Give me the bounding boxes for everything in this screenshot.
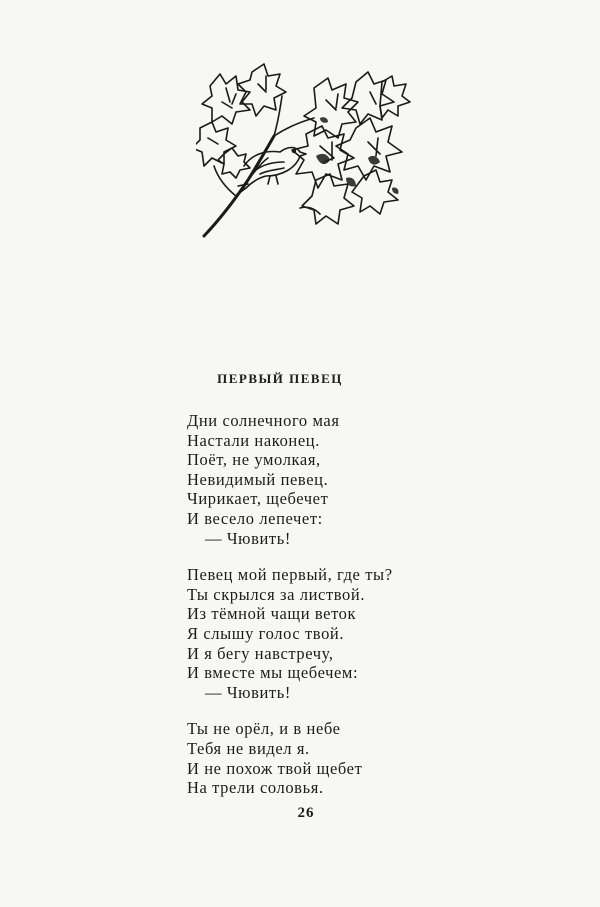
poem-line: И весело лепечет: — [187, 508, 323, 528]
bird-on-branch-icon — [196, 58, 426, 248]
poem-line: Певец мой первый, где ты? — [187, 565, 393, 585]
poem-line: Ты не орёл, и в небе — [187, 719, 341, 739]
poem-line: Невидимый певец. — [187, 469, 329, 489]
poem-body — [187, 411, 487, 815]
poem-line: Настали наконец. — [187, 430, 320, 450]
page-number: 26 — [297, 805, 315, 821]
poem-line: И не похож твой щебет — [187, 758, 363, 778]
poem-refrain: — Чювить! — [205, 528, 291, 548]
stanza-3 — [187, 719, 487, 797]
poem-line: Поёт, не умолкая, — [187, 450, 321, 470]
poem-line: Ты скрылся за листвой. — [187, 584, 366, 604]
poem-line: На трели соловья. — [187, 778, 324, 798]
stanza-1 — [187, 411, 487, 548]
stanza-2 — [187, 565, 487, 702]
poem-line: И вместе мы щебечем: — [187, 663, 359, 683]
poem-title: ПЕРВЫЙ ПЕВЕЦ — [217, 371, 343, 386]
poem-line: И я бегу навстречу, — [187, 643, 334, 663]
poem-line: Дни солнечного мая — [187, 411, 340, 430]
poem-line: Чирикает, щебечет — [187, 489, 329, 509]
poem-line: Тебя не видел я. — [187, 738, 310, 758]
poem-line: Я слышу голос твой. — [187, 623, 345, 643]
poem-line: Из тёмной чащи веток — [187, 604, 357, 624]
poem-refrain: — Чювить! — [205, 682, 291, 702]
